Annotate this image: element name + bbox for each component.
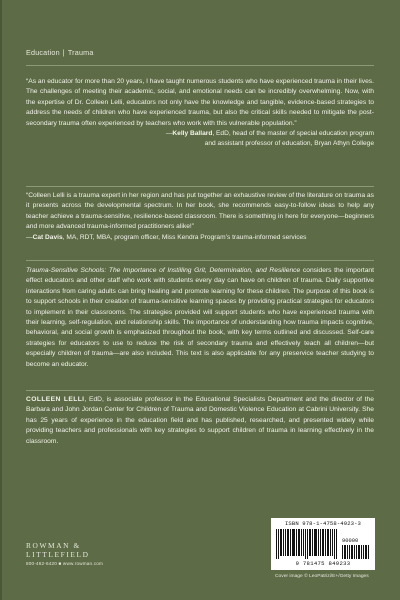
category-label	[26, 48, 94, 57]
author-bio	[26, 395, 374, 447]
quote-1-role: , EdD, head of the master of special education program	[212, 130, 374, 138]
cover-image-credit: Cover image © LeoPatrizi/E+/Getty Images	[275, 574, 369, 579]
quote-2-author: Cat Davis	[32, 233, 63, 241]
divider	[26, 260, 374, 261]
publisher-name-line-1: ROWMAN &	[26, 541, 81, 550]
quote-1-text: “As an educator for more than 20 years, I have taught numerous students who have experienced trauma in their lives. The challenges of meeting their academic, social, and emotional needs can be incredibly overwhelming. Now, with the expertise of Dr. Colleen Lelli, educators not only have the knowledge and tangible, evidence-based strategies to address the needs of children who have experienced trauma, but also the critical skills needed to mitigate the post-secondary trauma often experienced by teachers who work with this vulnerable population.”	[26, 78, 374, 127]
bio-text: , EdD, is associate professor in the Educational Specialists Department and the director of the Barbara and John Jordan Center for Children of Trauma and Domestic Violence Education at Cabrini University. She has 25 years of experience in the education field and has published, researched, and presented widely while providing teachers and professionals with key strategies to support children of trauma in learning effectively in the classroom.	[26, 396, 374, 445]
description-text: considers the important effect educators and other staff who work with students every day can have on children of trauma. Daily supportive interactions from caring adults can bring healing and promote learning for these children. The purpose of this book is to support schools in their creation of trauma-sensitive learning spaces by providing practical strategies for educators to implement in their classrooms. The strategies provided will support students who have experienced trauma with their learning, self-regulation, and relationship skills. The importance of understanding how trauma impacts cognitive, behavioral, and social growth is emphasized throughout the book, with key terms outlined and discussed. Self-care strategies for educators to use to reduce the risk of secondary trauma and effectively teach all children—but especially children of trauma—are also included. This text is also applicable for any preservice teacher studying to become an educator.	[26, 267, 374, 368]
quote-2-attribution	[26, 233, 374, 243]
quote-2-role: , MA, RDT, MBA, program officer, Miss Kendra Program’s trauma-informed services	[62, 233, 307, 241]
category-education: Education	[26, 48, 60, 57]
price-addon-barcode	[342, 545, 370, 559]
ean-barcode	[276, 529, 338, 559]
divider	[26, 186, 374, 187]
quote-1-author: Kelly Ballard	[172, 130, 213, 138]
book-title: Trauma-Sensitive Schools: The Importance of Instilling Grit, Determination, and Resilience	[26, 267, 301, 274]
endorsement-quote-1	[26, 77, 374, 150]
barcode-box	[271, 518, 375, 570]
divider	[26, 390, 374, 391]
attribution-dash: —	[165, 130, 173, 138]
spine-edge	[0, 0, 2, 600]
quote-1-role-continued: and assistant professor of education, Bryan Athyn College	[204, 140, 374, 148]
publisher-name-line-2: LITTLEFIELD	[26, 550, 90, 559]
category-trauma: Trauma	[67, 48, 94, 57]
attribution-dash: —	[26, 233, 33, 241]
book-description	[26, 266, 374, 370]
quote-1-attribution	[26, 129, 374, 139]
quote-2-text: “Colleen Lelli is a trauma expert in her region and has put together an exhaustive review of the literature on trauma as it presents across the developmental spectrum. In her book, she recommends easy-to-follow ideas to help any teacher achieve a trauma-sensitive, resilience-based classroom. There is something in here for everyone—beginners and more advanced trauma-informed practitioners alike!”	[26, 192, 374, 231]
endorsement-quote-2	[26, 191, 374, 243]
publisher-logo	[26, 541, 103, 566]
price-code: 90000	[342, 538, 359, 544]
divider	[26, 65, 374, 66]
category-separator: |	[62, 48, 65, 57]
publisher-contact: 800-462-6420 ■ www.rowman.com	[26, 561, 104, 566]
author-name: COLLEEN LELLI	[26, 396, 85, 403]
ean-number: 9 781475 849233	[295, 560, 351, 567]
isbn-text: ISBN 978-1-4758-4923-3	[284, 520, 362, 527]
